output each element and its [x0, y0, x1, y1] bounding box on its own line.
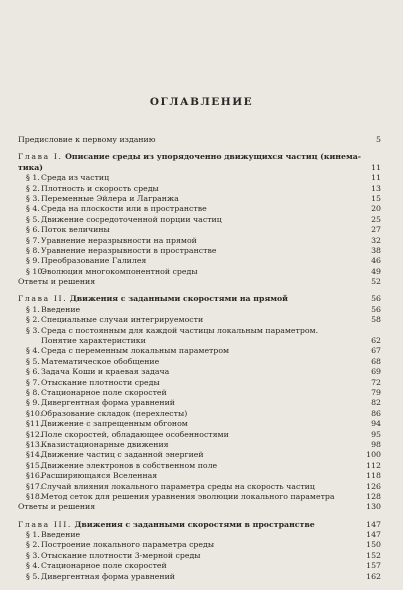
toc-section-title	[26, 346, 229, 356]
toc-section-title	[26, 305, 80, 315]
toc-section[interactable]	[18, 225, 381, 235]
section-text: Введение	[41, 530, 81, 540]
section-text: Метод сеток для решения уравнения эволюции локального параметра	[41, 491, 335, 501]
section-text: Случай влияния локального параметра среды на скорость частиц	[41, 481, 315, 491]
toc-section[interactable]	[18, 471, 381, 481]
section-number: § 3.	[26, 550, 40, 560]
section-text: Уравнение неразрывности в пространстве	[41, 245, 217, 255]
toc-section-title	[26, 419, 188, 429]
toc-section[interactable]	[18, 409, 381, 419]
toc-section[interactable]	[18, 430, 381, 440]
toc-section[interactable]	[18, 440, 381, 450]
toc-page-number: 94	[371, 419, 381, 429]
section-text: Образование складок (перехлесты)	[41, 408, 188, 418]
section-text: Построение локального параметра среды	[41, 540, 215, 550]
toc-section[interactable]	[18, 572, 381, 582]
toc-page-number: 20	[371, 204, 381, 214]
section-text: Поток величины	[41, 225, 110, 235]
toc-section-title	[26, 461, 217, 471]
toc-section[interactable]	[18, 398, 381, 408]
section-text: Поле скоростей, обладающее особенностями	[41, 429, 229, 439]
toc-page-number: 79	[371, 387, 381, 397]
toc-section[interactable]	[18, 419, 381, 429]
section-number: §14.	[26, 450, 43, 460]
toc-section-title	[26, 398, 175, 408]
section-text: Дивергентная форма уравнений	[41, 571, 175, 581]
toc-section-title	[26, 388, 167, 398]
toc-page-number: 72	[371, 377, 381, 387]
section-text: Стационарное поле скоростей	[41, 561, 167, 571]
toc-section-title	[26, 256, 146, 266]
section-text: Специальные случаи интегрируемости	[41, 315, 204, 325]
chapter-name: Движения с заданными скоростями на прямой	[69, 294, 288, 304]
section-text: Задача Коши и краевая задача	[41, 367, 170, 377]
toc-section-title	[26, 482, 315, 492]
toc-section[interactable]	[18, 388, 381, 398]
toc-answers[interactable]	[18, 502, 381, 512]
toc-chapter-title-cont	[18, 163, 43, 173]
toc-section[interactable]	[18, 256, 381, 266]
toc-page-number: 112	[366, 460, 381, 470]
toc-section-title	[26, 236, 197, 246]
toc-section-cont[interactable]	[18, 336, 381, 346]
toc-section-title	[26, 246, 216, 256]
section-number: § 6.	[26, 367, 40, 377]
toc-section-title	[26, 471, 157, 481]
toc-section[interactable]	[18, 357, 381, 367]
toc-section[interactable]	[18, 184, 381, 194]
section-text: Среда из частиц	[41, 173, 110, 183]
toc-section-title	[26, 440, 169, 450]
toc-section-title	[26, 267, 198, 277]
toc-page-number: 15	[371, 193, 381, 203]
toc-page-number: 5	[376, 135, 381, 144]
toc-section[interactable]	[18, 236, 381, 246]
toc-page-number: 27	[371, 225, 381, 235]
section-text: Эволюция многокомпонентной среды	[41, 266, 198, 276]
section-text: Движение электронов в собственном поле	[41, 460, 218, 470]
toc-section[interactable]	[18, 246, 381, 256]
toc-chapter-title	[18, 520, 315, 530]
section-number: § 5.	[26, 214, 40, 224]
section-text: Среда на плоскости или в пространстве	[41, 204, 207, 214]
section-number: § 5.	[26, 356, 40, 366]
section-number: § 1.	[26, 173, 40, 183]
toc-page-number: 82	[371, 398, 381, 408]
toc-page-number: 150	[366, 540, 381, 550]
toc-page-number: 32	[371, 235, 381, 245]
toc-section[interactable]	[18, 461, 381, 471]
section-number: § 7.	[26, 235, 40, 245]
toc-page-number: 58	[371, 315, 381, 325]
toc-page-number: 68	[371, 356, 381, 366]
section-text: Уравнение неразрывности на прямой	[41, 235, 197, 245]
toc-page-number: 157	[366, 561, 381, 571]
toc-section-title	[26, 551, 201, 561]
toc-page-number: 11	[371, 162, 381, 172]
toc-page-number: 69	[371, 367, 381, 377]
toc-page-number: 13	[371, 183, 381, 193]
toc-chapter-heading[interactable]	[18, 520, 381, 530]
toc-page-number: 38	[371, 245, 381, 255]
toc-section-title	[26, 204, 207, 214]
toc-page-number: 128	[366, 491, 381, 501]
toc-page-number: 130	[366, 502, 381, 512]
toc-section[interactable]	[18, 378, 381, 388]
toc-section-title	[26, 540, 214, 550]
toc-section-title	[26, 378, 160, 388]
section-text: Среда с постоянным для каждой частицы локальным параметром.	[41, 325, 319, 335]
toc-section-title	[26, 357, 159, 367]
section-text: Движение с запрещенным обгоном	[41, 419, 188, 429]
section-number: §16.	[26, 471, 43, 481]
chapter-name: Описание среды из упорядоченно движущихся частиц (кинема-	[65, 152, 362, 162]
section-text: Математическое обобщение	[41, 356, 160, 366]
toc-page-number: 46	[371, 256, 381, 266]
toc-section-title	[26, 315, 203, 325]
section-text: Плотность и скорость среды	[41, 183, 159, 193]
section-number: § 1.	[26, 530, 40, 540]
toc-section-title-cont	[26, 336, 146, 346]
toc-section[interactable]	[18, 450, 381, 460]
section-text: Отыскание плотности среды	[41, 377, 160, 387]
toc-section-title	[26, 184, 159, 194]
chapter-name: Движения с заданными скоростями в пространстве	[74, 519, 315, 529]
toc-page-number: 67	[371, 346, 381, 356]
toc-page-number: 100	[366, 450, 381, 460]
toc-page-number: 52	[371, 277, 381, 287]
toc-section[interactable]	[18, 551, 381, 561]
chapter-label: Глава I.	[18, 152, 63, 162]
toc-page-number: 98	[371, 439, 381, 449]
section-number: §10.	[26, 408, 43, 418]
toc-section-title	[26, 367, 169, 377]
section-number: § 4.	[26, 346, 40, 356]
section-number: § 5.	[26, 571, 40, 581]
toc-page-number: 86	[371, 408, 381, 418]
chapter-label: Глава II.	[18, 294, 68, 304]
toc-chapter-heading[interactable]	[18, 152, 381, 162]
section-text: Стационарное поле скоростей	[41, 387, 167, 397]
section-number: §11.	[26, 419, 43, 429]
toc-section-title	[26, 530, 80, 540]
toc-section[interactable]	[18, 561, 381, 571]
section-number: § 9.	[26, 256, 40, 266]
toc-section[interactable]	[18, 326, 381, 336]
section-number: § 9.	[26, 398, 40, 408]
chapter-label: Глава III.	[18, 519, 72, 529]
section-number: § 1.	[26, 304, 40, 314]
section-number: §13.	[26, 439, 43, 449]
toc-page-number: 126	[366, 481, 381, 491]
section-number: § 2.	[26, 315, 40, 325]
toc-section[interactable]	[18, 540, 381, 550]
toc-section-title	[26, 450, 204, 460]
section-text: Отыскание плотности 3-мерной среды	[41, 550, 201, 560]
section-text: Преобразование Галилея	[41, 256, 147, 266]
section-text: Переменные Эйлера и Лагранжа	[41, 193, 179, 203]
page-title: ОГЛАВЛЕНИЕ	[149, 96, 254, 108]
section-number: § 3.	[26, 325, 40, 335]
toc-section[interactable]	[18, 530, 381, 540]
section-number: § 2.	[26, 540, 40, 550]
toc-section-title	[26, 215, 222, 225]
toc-section[interactable]	[18, 267, 381, 277]
section-number: § 2.	[26, 183, 40, 193]
section-number: §15.	[26, 460, 43, 470]
section-number: § 7.	[26, 377, 40, 387]
toc-section[interactable]	[18, 173, 381, 183]
toc-page-number: 152	[366, 550, 381, 560]
toc-section[interactable]	[18, 204, 381, 214]
section-number: § 3.	[26, 193, 40, 203]
section-text: Среда с переменным локальным параметром	[41, 346, 230, 356]
toc-answers[interactable]	[18, 277, 381, 287]
toc-section-title	[26, 194, 179, 204]
section-number: § 6.	[26, 225, 40, 235]
table-of-contents	[18, 135, 381, 582]
toc-section-title	[26, 326, 318, 336]
toc-section-title	[26, 492, 335, 502]
section-number: §18.	[26, 491, 43, 501]
toc-section[interactable]	[18, 315, 381, 325]
toc-section[interactable]	[18, 215, 381, 225]
toc-section[interactable]	[18, 305, 381, 315]
toc-section[interactable]	[18, 367, 381, 377]
toc-section-title	[26, 430, 229, 440]
toc-page-number: 118	[366, 471, 381, 481]
toc-preface[interactable]	[18, 135, 381, 145]
section-number: § 8.	[26, 387, 40, 397]
toc-section-title	[26, 561, 167, 571]
section-text: Движение сосредоточенной порции частиц	[41, 214, 222, 224]
section-number: § 8.	[26, 245, 40, 255]
toc-page-number: 147	[366, 519, 381, 529]
section-number: § 10.	[26, 266, 45, 276]
toc-page-number: 25	[371, 214, 381, 224]
toc-section[interactable]	[18, 346, 381, 356]
toc-section-title	[26, 409, 187, 419]
section-text: Введение	[41, 304, 81, 314]
toc-section-title	[26, 572, 175, 582]
toc-page-number: 56	[371, 294, 381, 304]
toc-page-number: 49	[371, 266, 381, 276]
answers-text: Ответы и решения	[18, 277, 96, 287]
toc-section-title	[26, 225, 110, 235]
toc-chapter-title	[18, 294, 288, 304]
toc-chapter-heading[interactable]	[18, 294, 381, 304]
section-text: Расширяющаяся Вселенная	[41, 471, 158, 481]
chapter-name-cont: тика)	[18, 162, 43, 172]
toc-preface-text: Предисловие к первому изданию	[18, 135, 156, 144]
toc-page-number: 162	[366, 571, 381, 581]
section-number: § 4.	[26, 204, 40, 214]
toc-chapter-heading-cont[interactable]	[18, 163, 381, 173]
section-number: §17.	[26, 481, 43, 491]
toc-page-number: 95	[371, 429, 381, 439]
toc-page-number: 11	[371, 173, 381, 183]
toc-page-number: 147	[366, 530, 381, 540]
toc-section-title	[26, 173, 109, 183]
toc-section[interactable]	[18, 482, 381, 492]
section-text: Дивергентная форма уравнений	[41, 398, 175, 408]
toc-chapter-title	[18, 152, 361, 162]
section-text: Квазистационарные движения	[41, 439, 169, 449]
toc-section[interactable]	[18, 492, 381, 502]
toc-page-number: 56	[371, 304, 381, 314]
answers-text: Ответы и решения	[18, 502, 96, 512]
section-number: § 4.	[26, 561, 40, 571]
section-number: §12.	[26, 429, 43, 439]
section-text-cont: Понятие характеристики	[41, 336, 146, 346]
section-text: Движение частиц с заданной энергией	[41, 450, 204, 460]
toc-section[interactable]	[18, 194, 381, 204]
toc-page-number: 62	[371, 336, 381, 346]
